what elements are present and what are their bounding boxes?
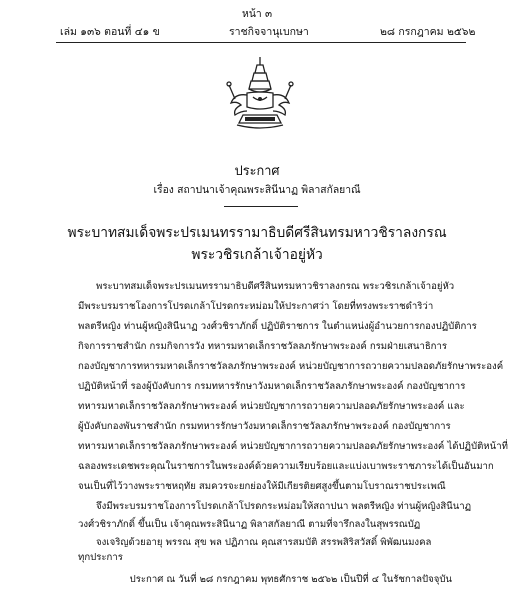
royal-emblem-icon <box>223 55 297 137</box>
body-line: ทหารมหาดเล็กราชวัลลภรักษาพระองค์ หน่วยบัญชาการถวายความปลอดภัยรักษาพระองค์ และ <box>78 401 465 412</box>
body-line: จึงมีพระบรมราชโองการโปรดเกล้าโปรดกระหม่อมให้สถาปนา พลตรีหญิง ท่านผู้หญิงสินีนาฏ <box>96 501 472 512</box>
body-line: พระบาทสมเด็จพระปรเมนทรรามาธิบดีศรีสินทรมหาวชิราลงกรณ พระวชิรเกล้าเจ้าอยู่หัว <box>96 281 455 292</box>
signature-line: ประกาศ ณ วันที่ ๒๘ กรกฎาคม พุทธศักราช ๒๕๖๒ เป็นปีที่ ๔ ในรัชกาลปัจจุบัน <box>129 574 452 585</box>
document-title: ประกาศ <box>234 164 280 179</box>
king-name-line-1: พระบาทสมเด็จพระปรเมนทรรามาธิบดีศรีสินทรมหาวชิราลงกรณ <box>67 225 447 241</box>
document-subject: เรื่อง สถาปนาเจ้าคุณพระสินีนาฏ พิลาสกัลยาณี <box>153 184 361 196</box>
body-line: จนเป็นที่ไว้วางพระราชหฤทัย สมควรจะยกย่องให้มีเกียรติยศสูงขึ้นตามโบราณราชประเพณี <box>78 481 446 492</box>
body-line: ทุกประการ <box>78 552 123 563</box>
body-line: มีพระบรมราชโองการโปรดเกล้าโปรดกระหม่อมให้ประกาศว่า โดยที่ทรงพระราชดำริว่า <box>78 301 434 312</box>
body-line: กิจการราชสำนัก กรมกิจการวัง ทหารมหาดเล็กราชวัลลภรักษาพระองค์ กรมฝ่ายเสนาธิการ <box>78 341 448 352</box>
body-line: จงเจริญด้วยอายุ พรรณ สุข พล ปฏิภาณ คุณสารสมบัติ สรรพสิริสวัสดิ์ พิพัฒนมงคล <box>96 537 432 548</box>
header-divider <box>56 42 466 43</box>
gazette-name: ราชกิจจานุเบกษา <box>229 26 309 38</box>
body-line: ทหารมหาดเล็กราชวัลลภรักษาพระองค์ หน่วยบัญชาการถวายความปลอดภัยรักษาพระองค์ ได้ปฏิบัติหน้าที่ <box>78 441 508 452</box>
body-line: กองบัญชาการทหารมหาดเล็กราชวัลลภรักษาพระองค์ หน่วยบัญชาการถวายความปลอดภัยรักษาพระองค์ <box>78 361 504 372</box>
volume-info: เล่ม ๑๓๖ ตอนที่ ๔๑ ข <box>60 26 160 38</box>
body-line: พลตรีหญิง ท่านผู้หญิงสินีนาฏ วงศ์วชิราภักดิ์ ปฏิบัติราชการ ในตำแหน่งผู้อำนวยการกองปฏิบัติการ <box>78 321 477 332</box>
page-number: หน้า ๓ <box>242 8 273 20</box>
king-name-line-2: พระวชิรเกล้าเจ้าอยู่หัว <box>191 247 323 263</box>
body-line: วงศ์วชิราภักดิ์ ขึ้นเป็น เจ้าคุณพระสินีนาฏ พิลาสกัลยาณี ตามที่จารึกลงในสุพรรณบัฏ <box>78 519 421 530</box>
body-line: ผู้บังคับกองพันราชสำนัก กรมทหารรักษาวังมหาดเล็กราชวัลลภรักษาพระองค์ กองบัญชาการ <box>78 421 451 432</box>
issue-date: ๒๘ กรกฎาคม ๒๕๖๒ <box>380 26 476 38</box>
body-line: ฉลองพระเดชพระคุณในราชการในพระองค์ด้วยความเรียบร้อยและแบ่งเบาพระราชภาระได้เป็นอันมาก <box>78 461 494 472</box>
body-line: ปฏิบัติหน้าที่ รองผู้บังคับการ กรมทหารรักษาวังมหาดเล็กราชวัลลภรักษาพระองค์ กองบัญชาการ <box>78 381 466 392</box>
title-divider <box>224 206 298 207</box>
